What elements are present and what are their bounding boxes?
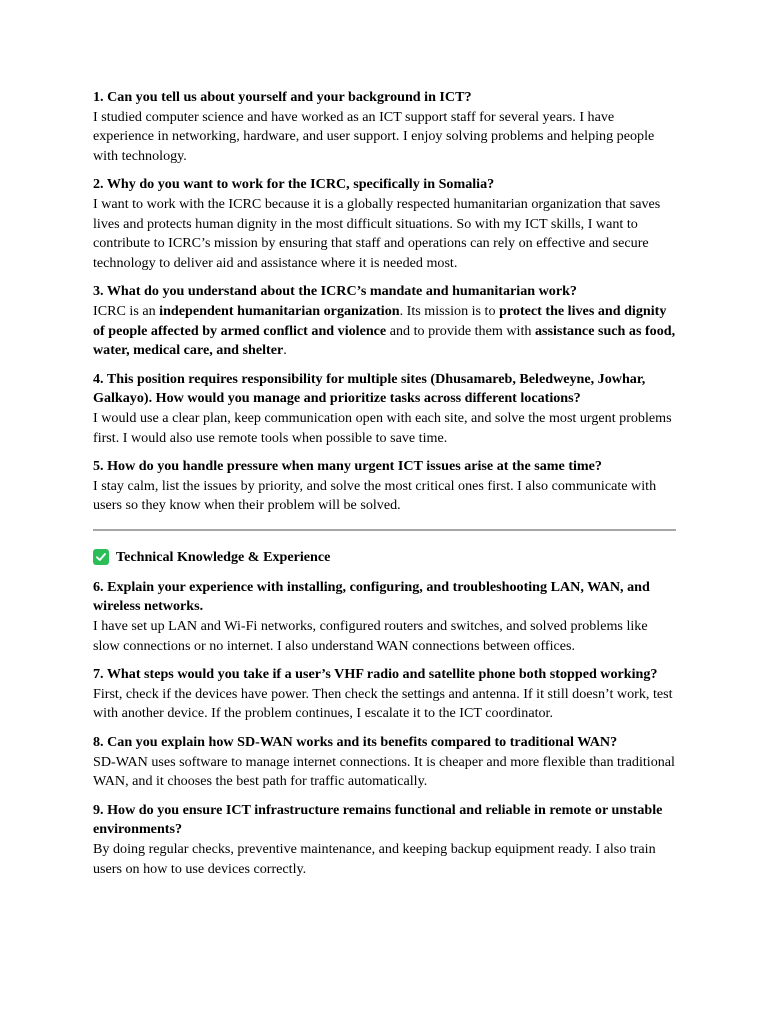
answer-9: By doing regular checks, preventive maintenance, and keeping backup equipment ready. I also train users on how to use devices correctly.: [93, 841, 656, 877]
question-7: 7. What steps would you take if a user’s VHF radio and satellite phone both stopped working?: [93, 666, 658, 683]
qa-item-3: [93, 282, 676, 360]
answer-3-emphasis-3: assistance such as food, water, medical care, and shelter: [93, 322, 676, 359]
answer-3-emphasis-2: protect the lives and dignity of people affected by armed conflict and violence: [93, 302, 667, 339]
qa-item-5: [93, 457, 676, 516]
qa-item-6: [93, 578, 676, 656]
qa-item-9: [93, 801, 676, 879]
question-3: 3. What do you understand about the ICRC’s mandate and humanitarian work?: [93, 283, 577, 300]
answer-3: [93, 302, 676, 361]
answer-6: I have set up LAN and Wi-Fi networks, configured routers and switches, and solved problems like slow connections or no internet. I also understand WAN connections between offices.: [93, 618, 648, 654]
check-mark-icon: [93, 549, 109, 565]
section-divider: [93, 529, 676, 531]
question-8: 8. Can you explain how SD-WAN works and its benefits compared to traditional WAN?: [93, 734, 618, 751]
question-9: 9. How do you ensure ICT infrastructure remains functional and reliable in remote or unstable environments?: [93, 801, 663, 838]
answer-4: I would use a clear plan, keep communication open with each site, and solve the most urgent problems first. I would also use remote tools when possible to save time.: [93, 409, 672, 446]
answer-3-emphasis-1: independent humanitarian organization: [159, 302, 400, 319]
qa-item-7: [93, 665, 676, 724]
qa-item-4: [93, 370, 676, 448]
question-4: 4. This position requires responsibility for multiple sites (Dhusamareb, Beledweyne, Jowhar, Galkayo). How would you manage and prioritize tasks across different locations?: [93, 370, 646, 407]
answer-3-part-2: . Its mission is to: [399, 302, 500, 319]
question-6: 6. Explain your experience with installing, configuring, and troubleshooting LAN, WAN, and wireless networks.: [93, 578, 650, 615]
answer-8: SD-WAN uses software to manage internet connections. It is cheaper and more flexible than traditional WAN, and it chooses the best path for traffic automatically.: [93, 753, 675, 790]
answer-1: I studied computer science and have worked as an ICT support staff for several years. I have experience in networking, hardware, and user support. I enjoy solving problems and helping people with technology.: [93, 108, 655, 164]
answer-7: First, check if the devices have power. Then check the settings and antenna. If it still doesn’t work, test with another device. If the problem continues, I escalate it to the ICT coordinator.: [93, 685, 673, 722]
answer-5: I stay calm, list the issues by priority, and solve the most critical ones first. I also communicate with users so they know when their problem will be solved.: [93, 477, 657, 514]
question-2: 2. Why do you want to work for the ICRC, specifically in Somalia?: [93, 176, 495, 193]
qa-item-2: [93, 175, 676, 273]
question-1: 1. Can you tell us about yourself and your background in ICT?: [93, 89, 472, 105]
answer-3-part-3: and to provide them with: [386, 322, 535, 339]
answer-3-part-4: .: [283, 342, 287, 359]
answer-3-part-1: ICRC is an: [93, 302, 160, 319]
section-heading: [93, 548, 676, 567]
qa-item-1: [93, 88, 676, 166]
answer-2: I want to work with the ICRC because it is a globally respected humanitarian organization that saves lives and protects human dignity in the most difficult situations. So with my ICT skills, I want to contribute to ICRC’s mission by ensuring that staff and operations can rely on effective and secure technology to deliver aid and assistance where it is needed most.: [93, 195, 661, 271]
section-heading-text: Technical Knowledge & Experience: [116, 548, 331, 565]
question-5: 5. How do you handle pressure when many urgent ICT issues arise at the same time?: [93, 458, 602, 475]
qa-item-8: [93, 733, 676, 792]
